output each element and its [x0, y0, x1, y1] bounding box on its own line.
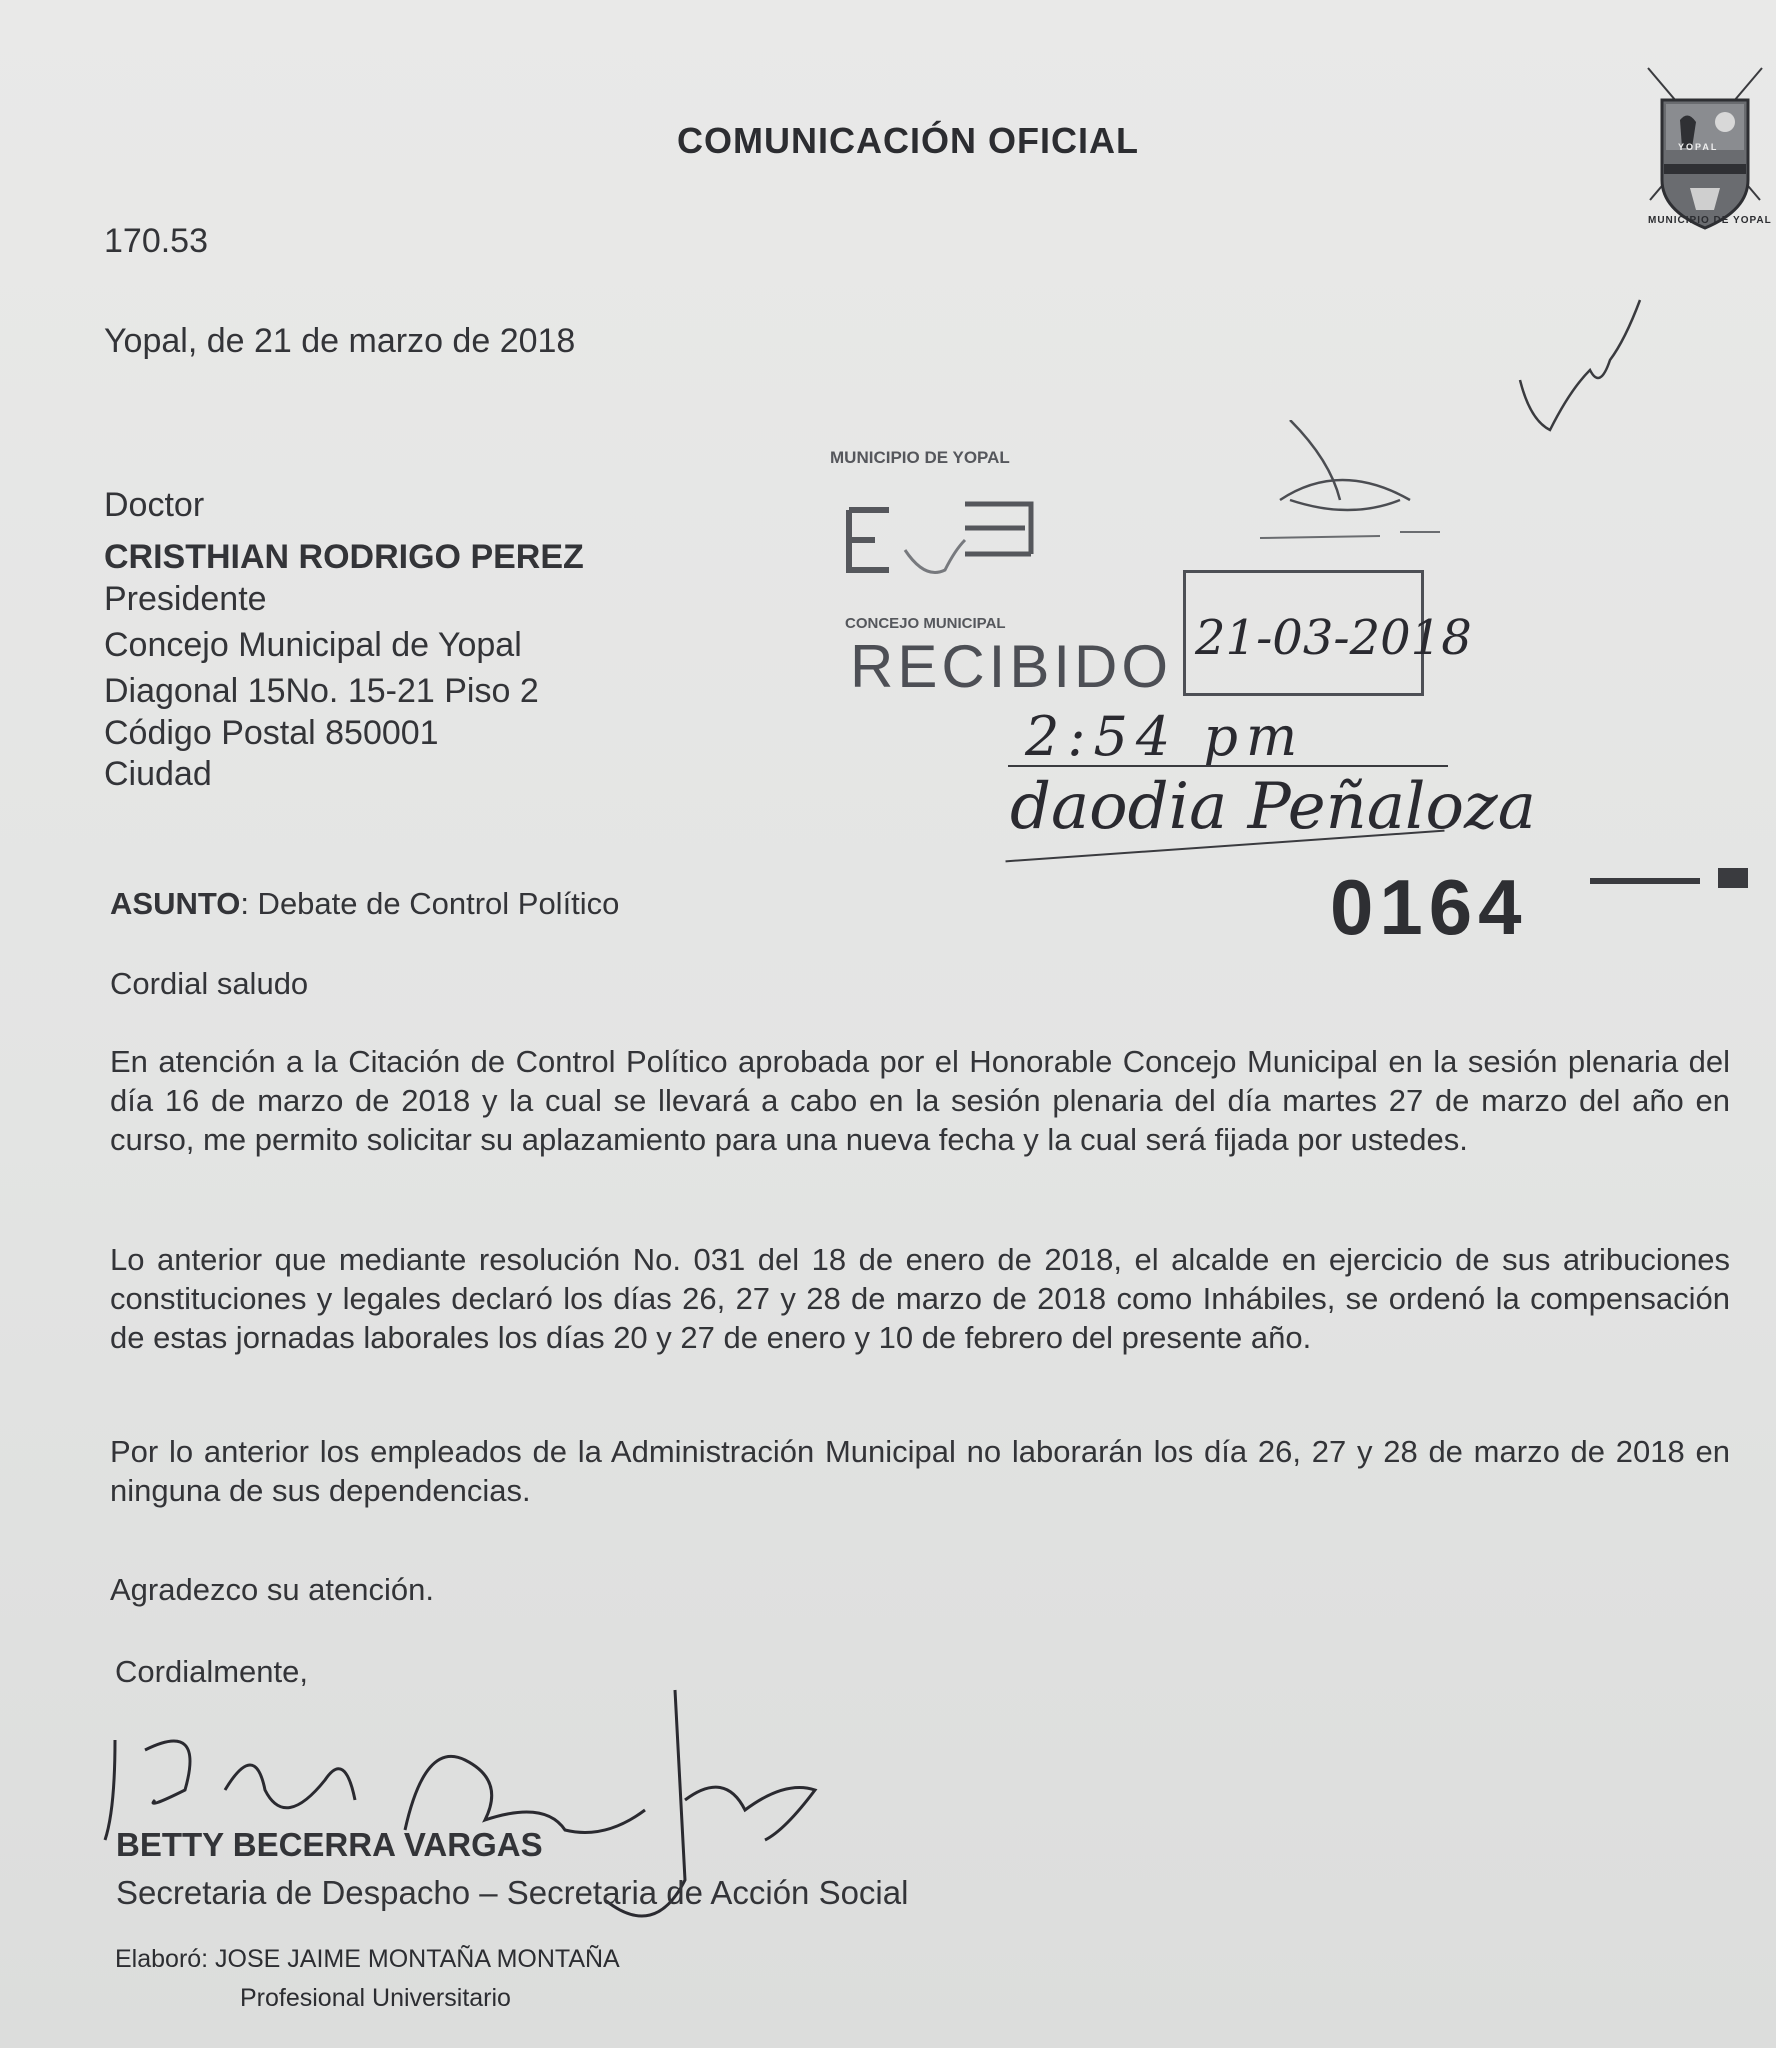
- greeting: Cordial saludo: [110, 966, 309, 1001]
- reference-number: 170.53: [104, 222, 208, 260]
- stamp-time-line: [1008, 765, 1448, 767]
- subject-line: [110, 886, 619, 922]
- recipient-name: CRISTHIAN RODRIGO PEREZ: [104, 538, 584, 576]
- recipient-city: Ciudad: [104, 755, 212, 793]
- stamp-time: 2:54 pm: [1025, 705, 1306, 768]
- recipient-address: Diagonal 15No. 15-21 Piso 2: [104, 672, 539, 710]
- document-title: COMUNICACIÓN OFICIAL: [677, 120, 1139, 161]
- stamp-received-label: RECIBIDO: [850, 633, 1173, 700]
- filing-number-mark: [1590, 878, 1700, 884]
- handwritten-sketch-icon: [1250, 420, 1450, 550]
- prepared-by-role: Profesional Universitario: [240, 1984, 511, 2012]
- prepared-by: Elaboró: JOSE JAIME MONTAÑA MONTAÑA: [115, 1945, 620, 1973]
- signer-name: BETTY BECERRA VARGAS: [116, 1826, 543, 1863]
- stamp-organization: MUNICIPIO DE YOPAL: [830, 448, 1010, 467]
- closing: Cordialmente,: [115, 1654, 308, 1689]
- recipient-position: Presidente: [104, 580, 267, 618]
- stamp-emblem-icon: [845, 480, 1045, 590]
- signer-title: Secretaria de Despacho – Secretaria de Acción Social: [116, 1874, 909, 1911]
- date-line: Yopal, de 21 de marzo de 2018: [104, 322, 576, 360]
- handwritten-initials-icon: [1510, 280, 1660, 440]
- recipient-postal-code: Código Postal 850001: [104, 714, 439, 752]
- recipient-salutation: Doctor: [104, 486, 205, 524]
- body-paragraph-4: Agradezco su atención.: [110, 1572, 434, 1607]
- seal-text: YOPAL: [1678, 142, 1719, 152]
- filing-number-mark-end: [1718, 868, 1748, 888]
- recipient-organization: Concejo Municipal de Yopal: [104, 626, 522, 664]
- filing-number: 0164: [1330, 863, 1528, 951]
- subject-label: ASUNTO: [110, 886, 241, 921]
- seal-caption: MUNICIPIO DE YOPAL: [1648, 215, 1772, 226]
- body-paragraph-2: Lo anterior que mediante resolución No. 031 del 18 de enero de 2018, el alcalde en ejercicio de sus atribuciones constituciones y legales declaró los días 26, 27 y 28 de marzo de 2018 como Inhábiles, se ordenó la compensación de estas jornadas laborales los días 20 y 27 de enero y 10 de febrero del presente año.: [110, 1242, 1730, 1355]
- stamp-office: CONCEJO MUNICIPAL: [845, 615, 1006, 632]
- stamp-received-by: daodia Peñaloza: [1010, 770, 1536, 844]
- body-paragraph-1: En atención a la Citación de Control Político aprobada por el Honorable Concejo Municipal en la sesión plenaria del día 16 de marzo de 2018 y la cual se llevará a cabo en la sesión plenaria del día martes 27 de marzo del año en curso, me permito solicitar su aplazamiento para una nueva fecha y la cual será fijada por ustedes.: [110, 1044, 1730, 1157]
- body-paragraph-3: Por lo anterior los empleados de la Administración Municipal no laborarán los día 26, 27 y 28 de marzo de 2018 en ninguna de sus dependencias.: [110, 1434, 1730, 1508]
- stamp-date: 21-03-2018: [1195, 610, 1472, 666]
- subject-text: : Debate de Control Político: [240, 886, 620, 921]
